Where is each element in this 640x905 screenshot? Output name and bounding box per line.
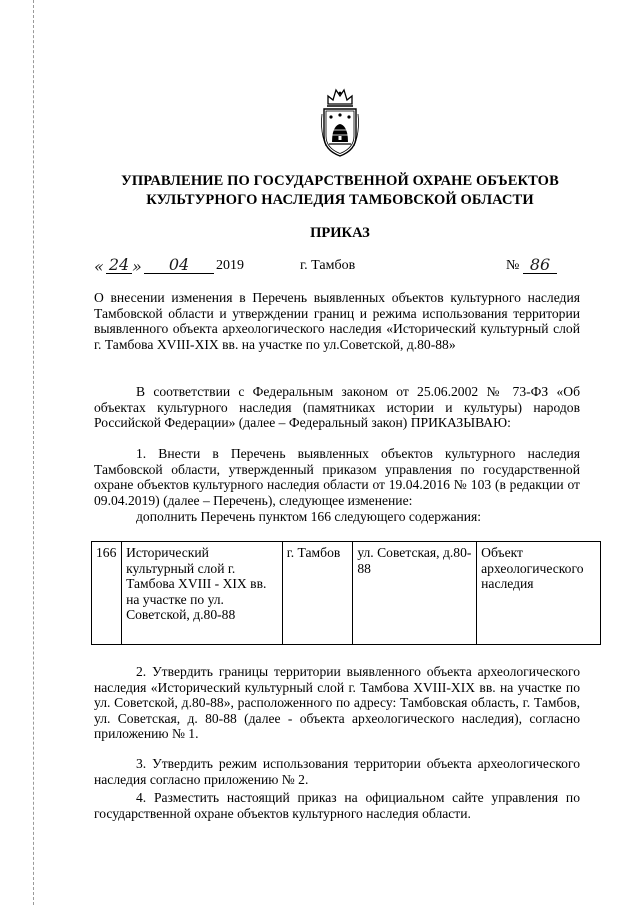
order-number: 86 [523,255,557,274]
date-close-quote: » [132,257,142,276]
date-open-quote: « [94,257,104,276]
org-line-1: УПРАВЛЕНИЕ ПО ГОСУДАРСТВЕННОЙ ОХРАНЕ ОБЪЕКТОВ [121,173,559,189]
document-type-title: ПРИКАЗ [310,225,370,241]
number-label: № [506,258,520,273]
cell-city: г. Тамбов [282,542,353,645]
cell-category: Объект археологического наследия [477,542,601,645]
table-row [92,542,601,645]
binding-margin-line [33,0,35,905]
cell-address: ул. Советская, д.80-88 [353,542,477,645]
item-4-paragraph: 4. Разместить настоящий приказ на официальном сайте управления по государственной охране объектов культурного наследия области. [94,790,580,821]
item-2-paragraph: 2. Утвердить границы территории выявленного объекта археологического наследия «Исторический культурный слой г. Тамбова XVIII-XIX вв. на участке по ул. Советской, д.80-88», расположенного по адресу: Тамбовская область, г. Тамбов, ул. Советская, д. 80-88 (далее - объекта археологического наследия), согласно приложению № 1. [94,664,580,742]
item-3-paragraph: 3. Утвердить режим использования территории объекта археологического наследия согласно приложению № 2. [94,756,580,787]
order-subject: О внесении изменения в Перечень выявленных объектов культурного наследия Тамбовской области и утверждении границ и режима использования территории выявленного объекта археологического наследия «Исторический культурный слой г. Тамбова XVIII-XIX вв. на участке по ул.Советской, д.80-88» [94,290,580,352]
organization-heading [80,172,600,210]
date-month: 04 [144,255,214,274]
item-1-paragraph: 1. Внести в Перечень выявленных объектов культурного наследия Тамбовской области, утвержденный приказом управления по государственной охране объектов культурного наследия области от 19.04.2016 № 103 (в редакции от 09.04.2019) (далее – Перечень), следующее изменение: [94,446,580,508]
cell-object-name: Исторический культурный слой г. Тамбова XVIII - XIX вв. на участке по ул. Советской, д.80-88 [122,542,283,645]
org-line-2: КУЛЬТУРНОГО НАСЛЕДИЯ ТАМБОВСКОЙ ОБЛАСТИ [146,192,534,208]
date-number-row [94,257,574,279]
city-name: г. Тамбов [300,258,356,273]
date-day: 24 [106,255,132,274]
cell-number: 166 [92,542,122,645]
tambov-coat-of-arms-icon [320,84,360,162]
preamble-paragraph: В соответствии с Федеральным законом от 25.06.2002 № 73-ФЗ «Об объектах культурного наследия (памятниках истории и культуры) народов Российской Федерации» (далее – Федеральный закон) ПРИКАЗЫВАЮ: [94,384,580,431]
item-1-sub-paragraph: дополнить Перечень пунктом 166 следующего содержания: [136,509,482,524]
heritage-list-table [91,541,601,645]
date-year: 2019 [216,258,244,273]
